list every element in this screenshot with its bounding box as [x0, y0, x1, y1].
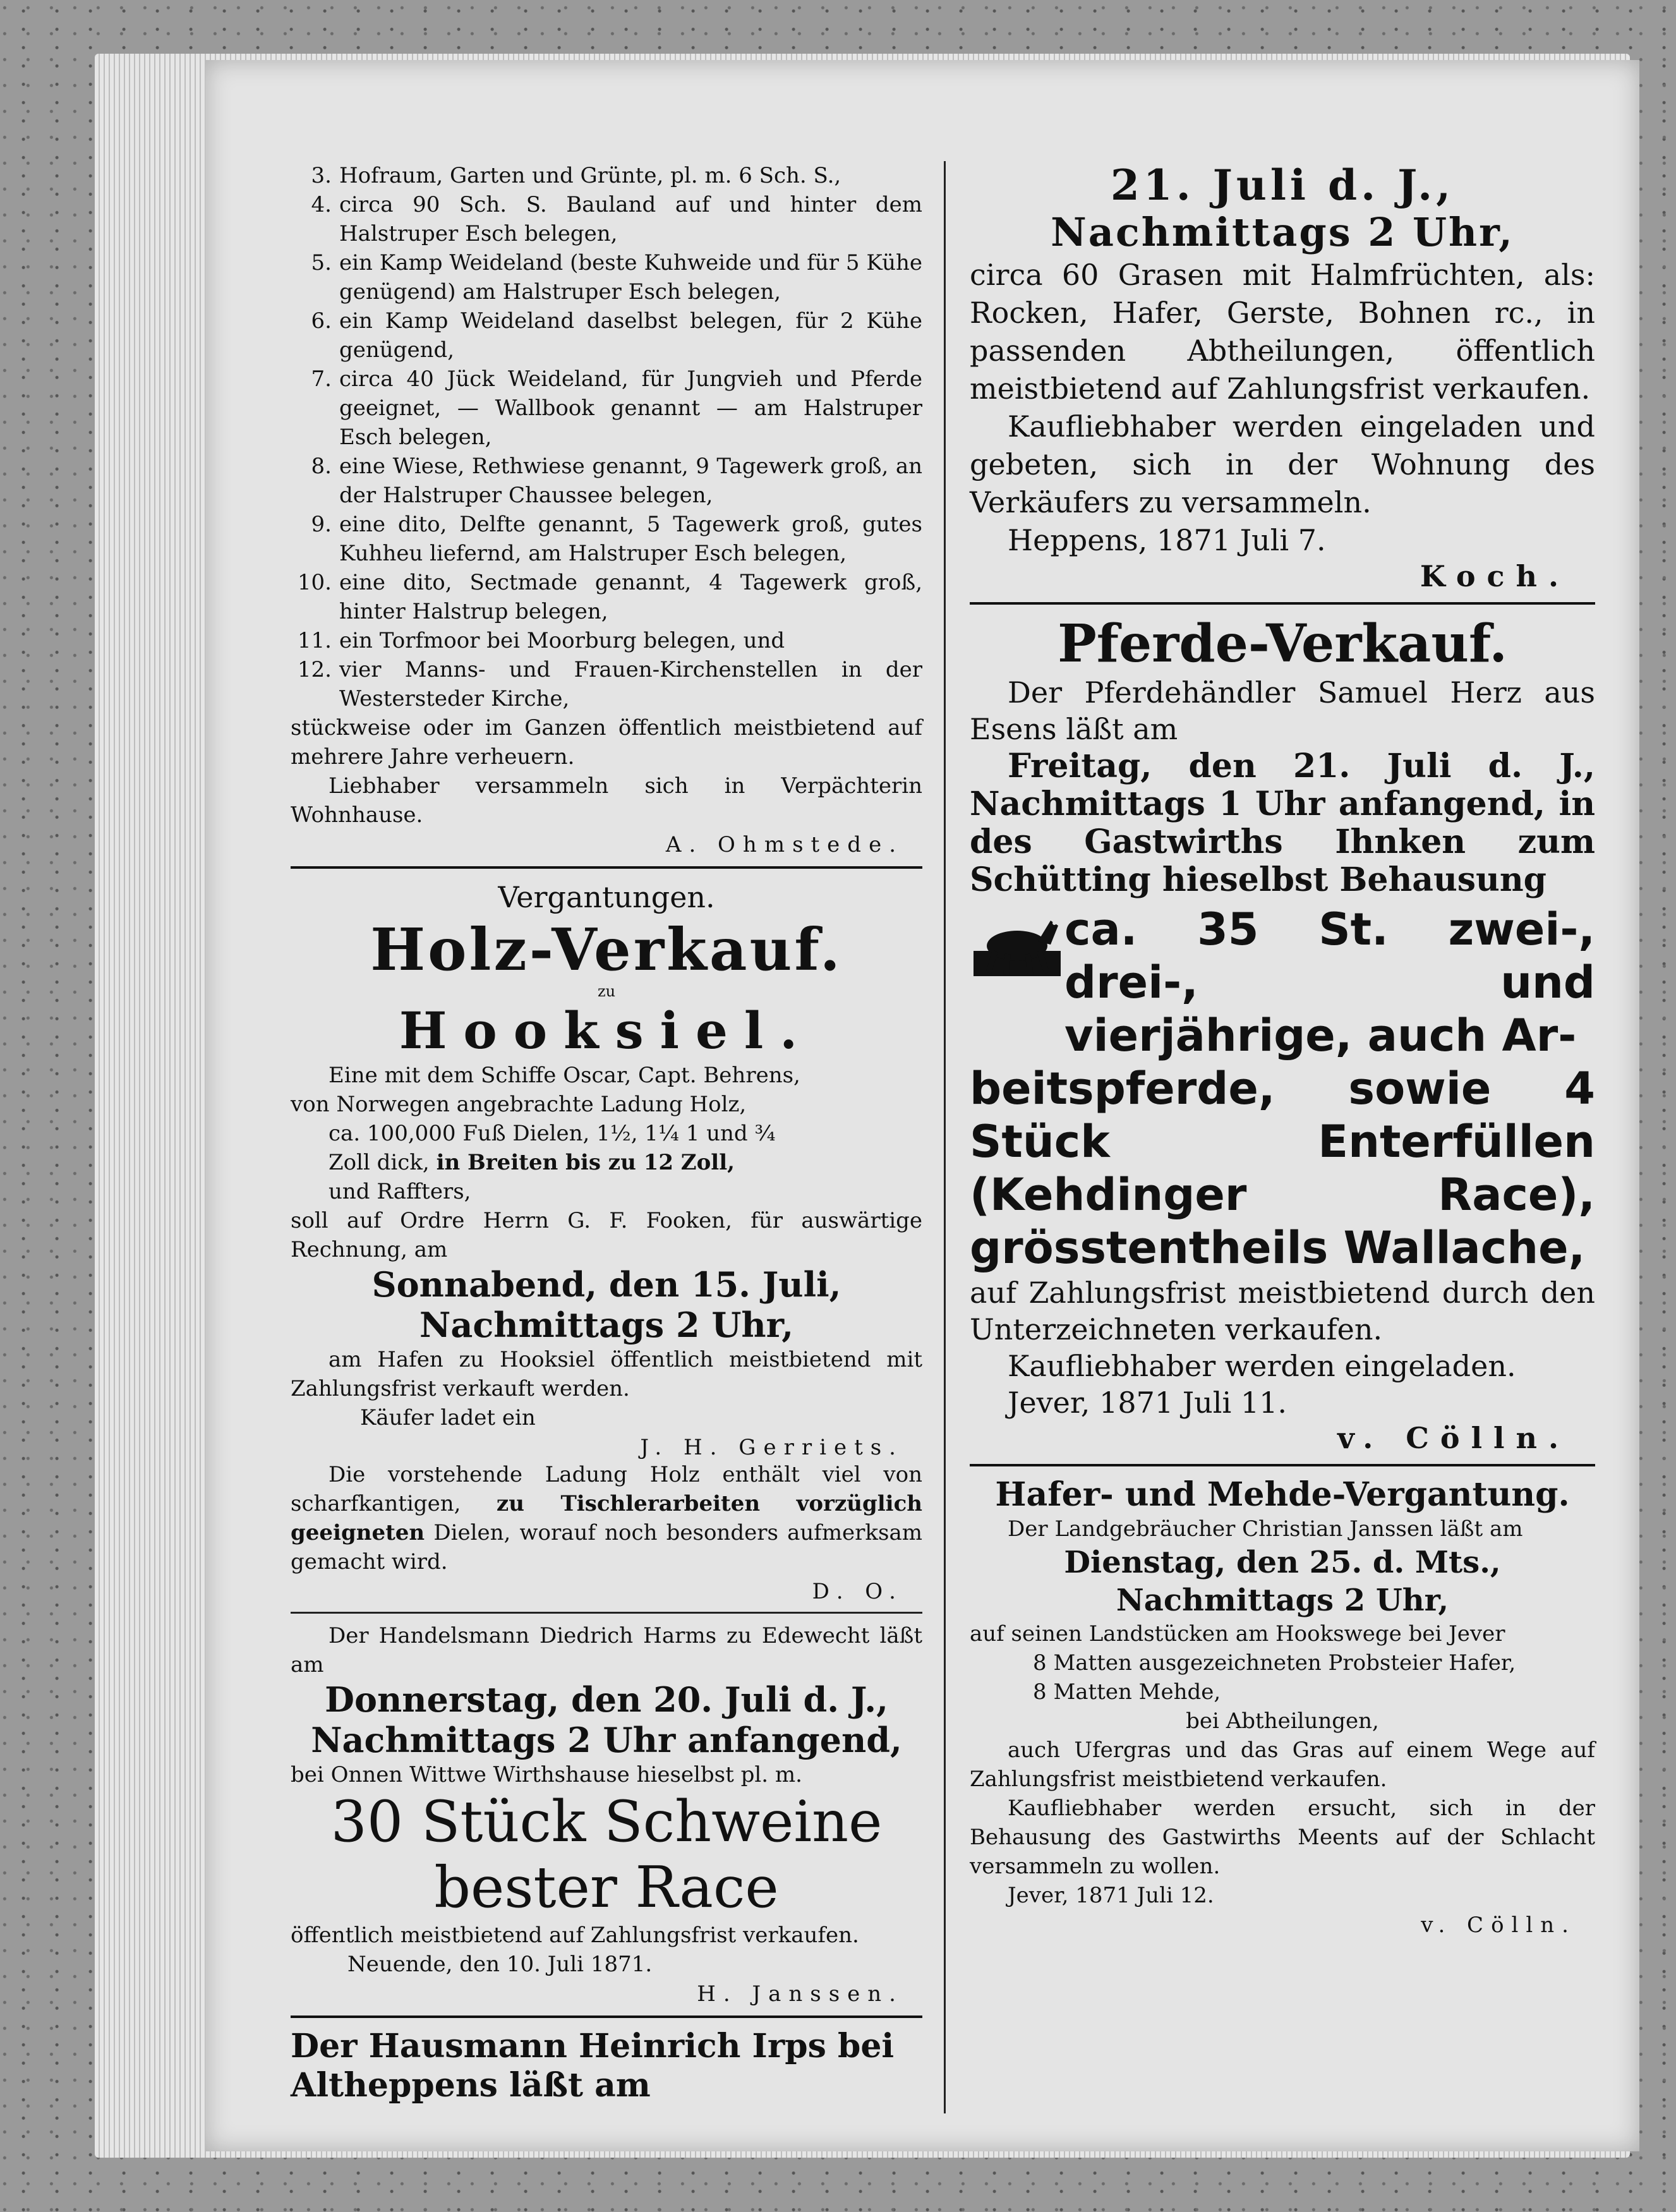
pferde-place: Jever, 1871 Juli 11.	[1008, 1386, 1287, 1420]
holz-widths: in Breiten bis zu 12 Zoll,	[436, 1150, 735, 1175]
list-item-number: 5.	[311, 250, 332, 275]
holz-title: Holz-Verkauf.	[370, 916, 843, 984]
list-item-text: eine Wiese, Rethwiese genannt, 9 Tagewerk groß, an der Halstruper Chaussee belegen,	[339, 454, 922, 508]
list-item-text: ein Torfmoor bei Moorburg belegen, und	[339, 628, 785, 653]
hafer-item-1: 8 Matten ausgezeichneten Probsteier Hafer,	[1033, 1650, 1516, 1676]
list-item	[291, 248, 922, 306]
list-item-text: circa 90 Sch. S. Bauland auf und hinter dem Halstruper Esch belegen,	[339, 192, 922, 246]
lease-signature: A. Ohmstede.	[665, 832, 903, 857]
list-item-number: 10.	[297, 570, 332, 595]
hafer-location: auf seinen Landstücken am Hookswege bei Jever	[970, 1621, 1505, 1647]
right-column	[970, 161, 1595, 1938]
holz-note	[291, 1460, 922, 1576]
separator	[291, 2016, 922, 2018]
holz-thickness: Zoll dick,	[329, 1150, 430, 1175]
holz-note-a: Die vorstehende Ladung Holz enthält viel von scharfkantigen,	[291, 1462, 922, 1516]
property-list	[291, 161, 922, 713]
separator	[970, 1464, 1595, 1466]
top-date: 21. Juli d. J.,	[1110, 160, 1455, 210]
hafer-extra: auch Ufergras und das Gras auf einem Wege auf Zahlungsfrist meistbietend verkaufen.	[970, 1738, 1595, 1792]
holz-time: Nachmittags 2 Uhr,	[419, 1305, 794, 1345]
horse-icon	[970, 907, 1064, 982]
pferde-title: Pferde-Verkauf.	[1058, 613, 1507, 674]
hafer-lots: bei Abtheilungen,	[1186, 1708, 1379, 1734]
pferde-invite: Kaufliebhaber werden eingeladen.	[1008, 1349, 1516, 1383]
list-item	[291, 568, 922, 626]
top-time: Nachmittags 2 Uhr,	[1051, 209, 1514, 255]
pferde-offer-2: beitspferde, sowie 4 Stück Enterfüllen (Kehdinger Race), grösstentheils Wallache,	[970, 1063, 1595, 1274]
list-item-text: eine dito, Sectmade genannt, 4 Tagewerk groß, hinter Halstrup belegen,	[339, 570, 922, 624]
holz-signature: J. H. Gerriets.	[640, 1435, 903, 1460]
hafer-place: Jever, 1871 Juli 12.	[1008, 1883, 1214, 1908]
holz-text-2: von Norwegen angebrachte Ladung Holz,	[291, 1092, 747, 1117]
pferde-intro: Der Pferdehändler Samuel Herz aus Esens läßt am	[970, 675, 1595, 746]
holz-text-5: und Raffters,	[329, 1179, 471, 1204]
holz-signature-2: D. O.	[812, 1579, 903, 1604]
irps-notice: Der Hausmann Heinrich Irps bei Altheppens läßt am	[291, 2027, 895, 2105]
holz-text-1: Eine mit dem Schiffe Oscar, Capt. Behrens,	[329, 1063, 800, 1088]
list-item-number: 11.	[297, 628, 332, 653]
separator	[970, 602, 1595, 605]
holz-text-4	[291, 1148, 922, 1177]
list-item-text: ein Kamp Weideland daselbst belegen, für 2 Kühe genügend,	[339, 308, 922, 363]
list-item-text: circa 40 Jück Weideland, für Jungvieh und Pferde geeignet, — Wallbook genannt — am Halstruper Esch belegen,	[339, 366, 922, 450]
list-item-number: 6.	[311, 308, 332, 334]
list-item	[291, 655, 922, 713]
harms-offer: 30 Stück Schweine bester Race	[330, 1789, 883, 1921]
harms-signature: H. Janssen.	[697, 1981, 903, 2007]
list-item	[291, 306, 922, 365]
harms-date: Donnerstag, den 20. Juli d. J.,	[325, 1679, 888, 1720]
hafer-invite: Kaufliebhaber werden ersucht, sich in der Behausung des Gastwirths Meents auf der Schlacht versammeln zu wollen.	[970, 1796, 1595, 1879]
holz-note-c: Dielen, worauf noch besonders aufmerksam gemacht wird.	[291, 1520, 922, 1574]
top-place: Heppens, 1871 Juli 7.	[1008, 523, 1326, 557]
holz-place: Hooksiel.	[399, 1001, 814, 1060]
hafer-signature: v. Cölln.	[1421, 1913, 1576, 1938]
list-item	[291, 452, 922, 510]
holz-text-6: soll auf Ordre Herrn G. F. Fooken, für auswärtige Rechnung, am	[291, 1208, 922, 1262]
pferde-offer-1: ca. 35 St. zwei-, drei-, und vierjährige, auch Ar-	[1064, 904, 1595, 1061]
holz-text-8: Käufer ladet ein	[360, 1405, 536, 1430]
list-item-text: ein Kamp Weideland (beste Kuhweide und für 5 Kühe genügend) am Halstruper Esch belegen,	[339, 250, 922, 305]
list-item-number: 8.	[311, 454, 332, 479]
top-offer: circa 60 Grasen mit Halmfrüchten, als: Rocken, Hafer, Gerste, Bohnen rc., in passenden Abtheilungen, öffentlich meistbietend auf Zahlungsfrist verkaufen.	[970, 258, 1595, 406]
left-column	[291, 161, 922, 2105]
separator	[291, 1612, 922, 1614]
lease-note: Liebhaber versammeln sich in Verpächterin Wohnhause.	[291, 773, 922, 828]
separator	[291, 866, 922, 869]
list-item	[291, 365, 922, 452]
section-heading: Vergantungen.	[498, 880, 715, 914]
hafer-item-2: 8 Matten Mehde,	[1033, 1679, 1221, 1705]
list-item	[291, 161, 922, 190]
holz-note-b: zu Tischlerarbeiten vorzüglich geeigneten	[291, 1491, 922, 1545]
list-item	[291, 510, 922, 568]
pferde-date: Freitag, den 21. Juli d. J., Nachmittags 1 Uhr anfangend, in des Gastwirths Ihnken zum Schütting hieselbst Behausung	[970, 747, 1595, 899]
harms-intro: Der Handelsmann Diedrich Harms zu Edewecht läßt am	[291, 1623, 922, 1677]
list-item-number: 9.	[311, 512, 332, 537]
top-signature: Koch.	[1420, 559, 1570, 593]
harms-place: Neuende, den 10. Juli 1871.	[347, 1952, 653, 1977]
list-item-number: 4.	[311, 192, 332, 217]
list-item-text: vier Manns- und Frauen-Kirchenstellen in der Westersteder Kirche,	[339, 657, 922, 711]
holz-text-7: am Hafen zu Hooksiel öffentlich meistbietend mit Zahlungsfrist verkauft werden.	[291, 1347, 922, 1401]
list-item-number: 7.	[311, 366, 332, 392]
hafer-intro: Der Landgebräucher Christian Janssen läßt am	[1008, 1516, 1523, 1542]
list-item	[291, 190, 922, 248]
pferde-signature: v. Cölln.	[1337, 1421, 1570, 1455]
column-divider	[944, 161, 946, 2113]
holz-date: Sonnabend, den 15. Juli,	[371, 1264, 841, 1305]
hafer-time: Nachmittags 2 Uhr,	[1116, 1583, 1449, 1618]
top-invite: Kaufliebhaber werden eingeladen und gebeten, sich in der Wohnung des Verkäufers zu versammeln.	[970, 409, 1595, 519]
list-item	[291, 626, 922, 655]
hafer-title: Hafer- und Mehde-Vergantung.	[995, 1475, 1570, 1514]
holz-text-3: ca. 100,000 Fuß Dielen, 1½, 1¼ 1 und ¾	[329, 1121, 776, 1146]
harms-time: Nachmittags 2 Uhr anfangend,	[311, 1720, 902, 1760]
harms-terms: öffentlich meistbietend auf Zahlungsfrist verkaufen.	[291, 1923, 859, 1948]
list-item-number: 12.	[297, 657, 332, 682]
hafer-date: Dienstag, den 25. d. Mts.,	[1064, 1545, 1501, 1580]
list-item-number: 3.	[311, 163, 332, 188]
lease-terms: stückweise oder im Ganzen öffentlich meistbietend auf mehrere Jahre verheuern.	[291, 715, 922, 770]
pferde-terms: auf Zahlungsfrist meistbietend durch den Unterzeichneten verkaufen.	[970, 1276, 1595, 1346]
list-item-text: Hofraum, Garten und Grünte, pl. m. 6 Sch. S.,	[339, 163, 841, 188]
list-item-text: eine dito, Delfte genannt, 5 Tagewerk groß, gutes Kuhheu liefernd, am Halstruper Esch belegen,	[339, 512, 922, 566]
harms-location: bei Onnen Wittwe Wirthshause hieselbst pl. m.	[291, 1762, 802, 1787]
pferde-offer-block	[970, 903, 1595, 1062]
holz-zu: zu	[597, 982, 616, 1000]
